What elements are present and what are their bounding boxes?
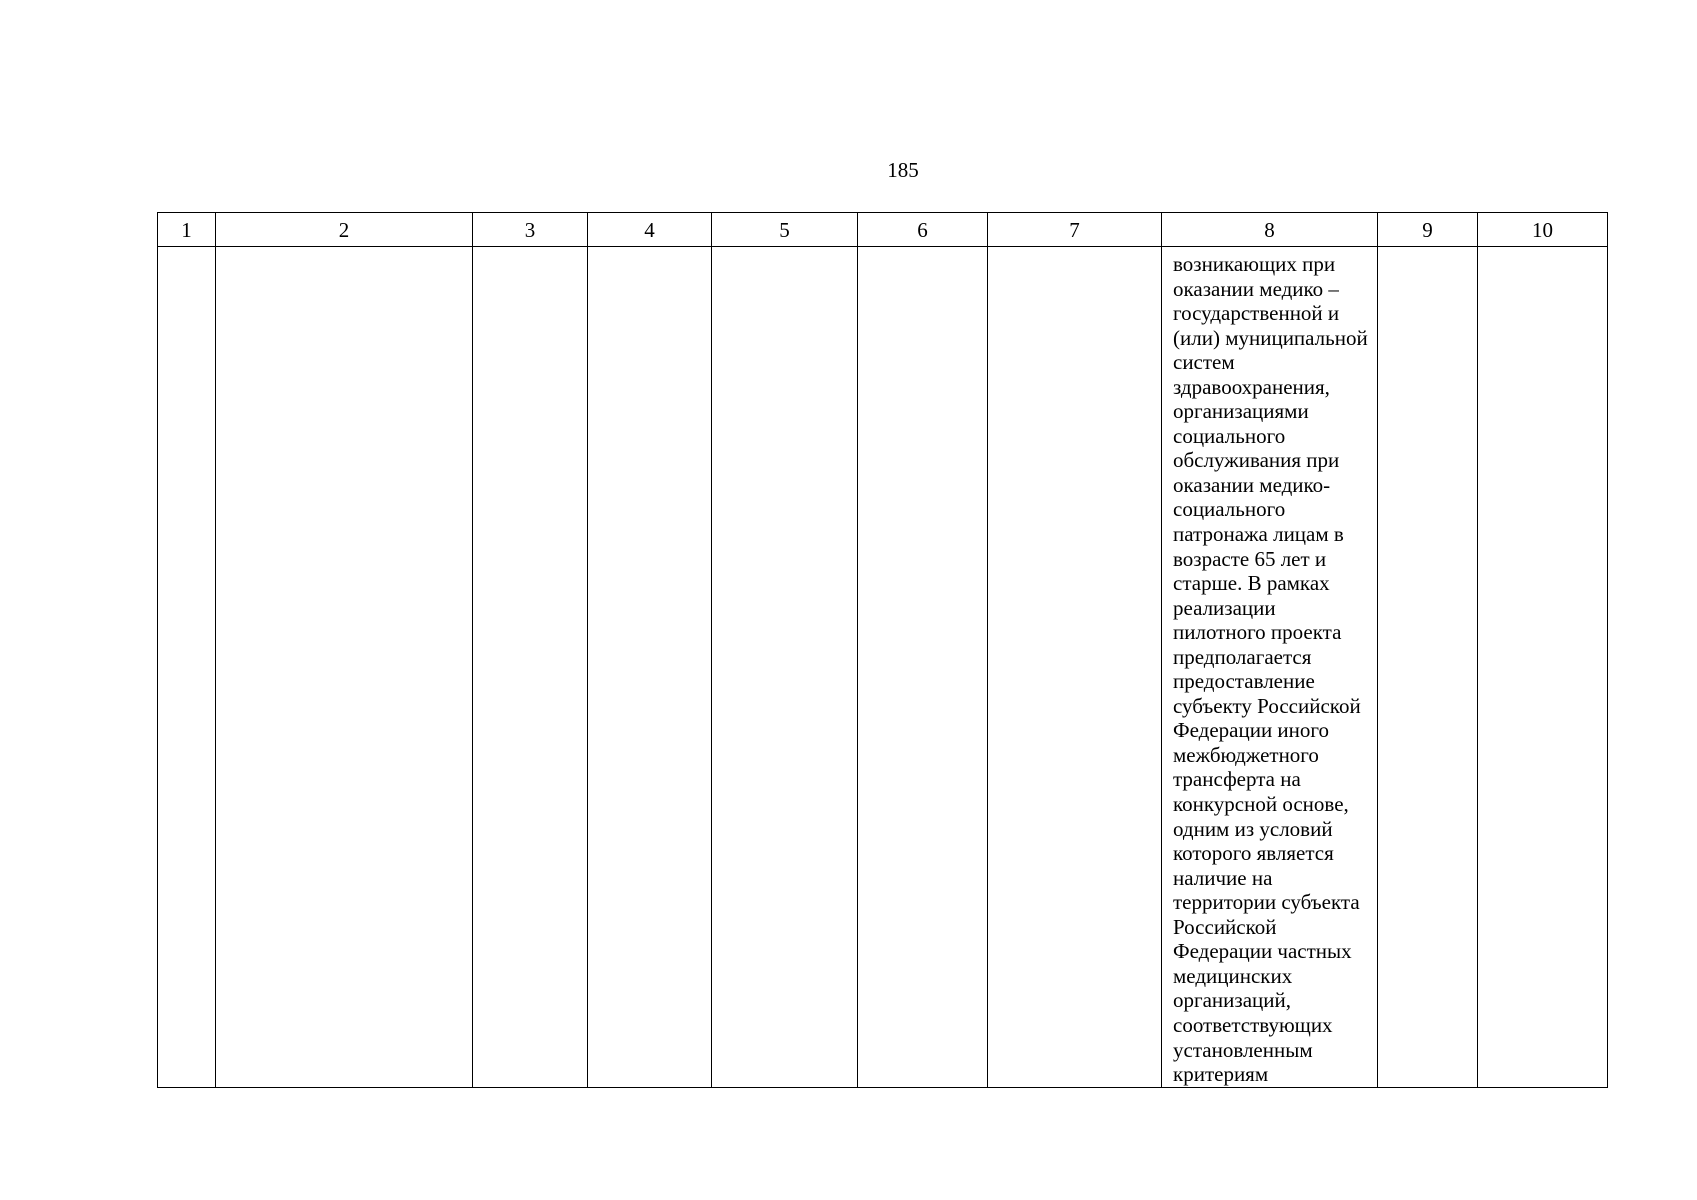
- column-header: 5: [712, 213, 858, 247]
- page-number: 185: [887, 158, 919, 182]
- table-cell: [216, 247, 473, 1088]
- table-cell-description: [1162, 247, 1378, 1088]
- document-table: [157, 212, 1608, 1088]
- table-cell: [858, 247, 988, 1088]
- table-header-row: [158, 213, 1608, 247]
- column-header: 7: [988, 213, 1162, 247]
- table-cell: [473, 247, 588, 1088]
- column-header: 8: [1162, 213, 1378, 247]
- table-cell: [1378, 247, 1478, 1088]
- column-header: 1: [158, 213, 216, 247]
- description-text: возникающих при оказании медико – государственной и (или) муниципальной систем здравоохранения, организациями социального обслуживания при оказании медико- социального патронажа лицам в возрасте 65 лет и старше. В рамках реализации пилотного проекта предполагается предоставление субъекту Российской Федерации иного межбюджетного трансферта на конкурсной основе, одним из условий которого является наличие на территории субъекта Российской Федерации частных медицинских организаций, соответствующих установленным критериям: [1173, 252, 1368, 1087]
- column-header: 6: [858, 213, 988, 247]
- table-row: [158, 247, 1608, 1088]
- column-header: 4: [588, 213, 712, 247]
- column-header: 9: [1378, 213, 1478, 247]
- table-cell: [588, 247, 712, 1088]
- column-header: 2: [216, 213, 473, 247]
- table-cell: [1478, 247, 1608, 1088]
- table-cell: [158, 247, 216, 1088]
- column-header: 3: [473, 213, 588, 247]
- column-header: 10: [1478, 213, 1608, 247]
- table-cell: [712, 247, 858, 1088]
- table-cell: [988, 247, 1162, 1088]
